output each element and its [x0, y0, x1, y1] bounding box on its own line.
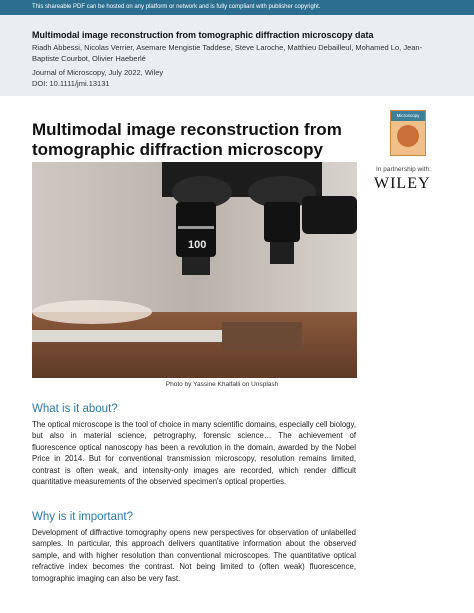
- copyright-notice-bar: [0, 0, 474, 15]
- page-title: Multimodal image reconstruction from tomographic diffraction microscopy: [32, 120, 342, 159]
- journal-citation: Journal of Microscopy, July 2022, Wiley: [32, 68, 164, 77]
- journal-cover-thumbnail[interactable]: [390, 110, 426, 156]
- partnership-label: In partnership with:: [376, 166, 431, 173]
- wiley-logo: WILEY: [374, 175, 431, 192]
- author-list: Riadh Abbessi, Nicolas Verrier, Asemare Mengistie Taddese, Steve Laroche, Matthieu Debailleul, Mohamed Lo, Jean-Baptiste Courbot, Olivier Haeberlé: [32, 43, 423, 63]
- slide-holder: [222, 322, 302, 350]
- section-body-why: Development of diffractive tomography opens new perspectives for observation of unlabelled samples. In particular, this approach delivers quantitative information about the observed sample, and with higher resolution than conventional microscopes. The quantitative optical refractive index becomes the contrast. Not being limited to (often weak) fluorescence, tomographic imaging can also be very fast.: [32, 528, 356, 583]
- journal-cover-band: [391, 111, 425, 121]
- lens-marking: 100: [188, 239, 207, 251]
- objective-lens-far-right: [302, 196, 357, 234]
- objective-lens-right: [264, 202, 300, 242]
- microscope-photo: [32, 162, 357, 378]
- specimen-stage: [32, 330, 237, 342]
- document-header: [0, 0, 474, 96]
- copyright-notice: This shareable PDF can be hosted on any platform or network and is fully compliant with publisher copyright.: [32, 4, 321, 10]
- objective-tip-right: [270, 242, 294, 264]
- doi-link[interactable]: DOI: 10.1111/jmi.13131: [32, 78, 110, 88]
- journal-cover-label: Microscopy: [396, 113, 420, 118]
- section-heading-what: What is it about?: [32, 403, 118, 415]
- objective-tip-left: [182, 257, 210, 275]
- publication-info: [32, 68, 444, 89]
- journal-cover-image: [397, 125, 419, 147]
- light-reflection: [32, 300, 152, 324]
- section-heading-why: Why is it important?: [32, 511, 133, 523]
- section-body-what: The optical microscope is the tool of choice in many scientific domains, especially cell biology, but also in material science, petrography, forensic science… The achievement of fluorescence optical nanoscopy has been a revolution in the domain, awarded by the Nobel Price in 2014. But for conventional transmission microscopy, resolution remains limited, contrast is often weak, and intensity-only images are recorded, which render difficult quantitative measurements of the observed specimen's optical properties.: [32, 420, 356, 487]
- lens-ring: [178, 226, 214, 229]
- header-paper-title: Multimodal image reconstruction from tomographic diffraction microscopy data: [32, 30, 374, 40]
- photo-caption: Photo by Yassine Khalfalli on Unsplash: [165, 381, 279, 388]
